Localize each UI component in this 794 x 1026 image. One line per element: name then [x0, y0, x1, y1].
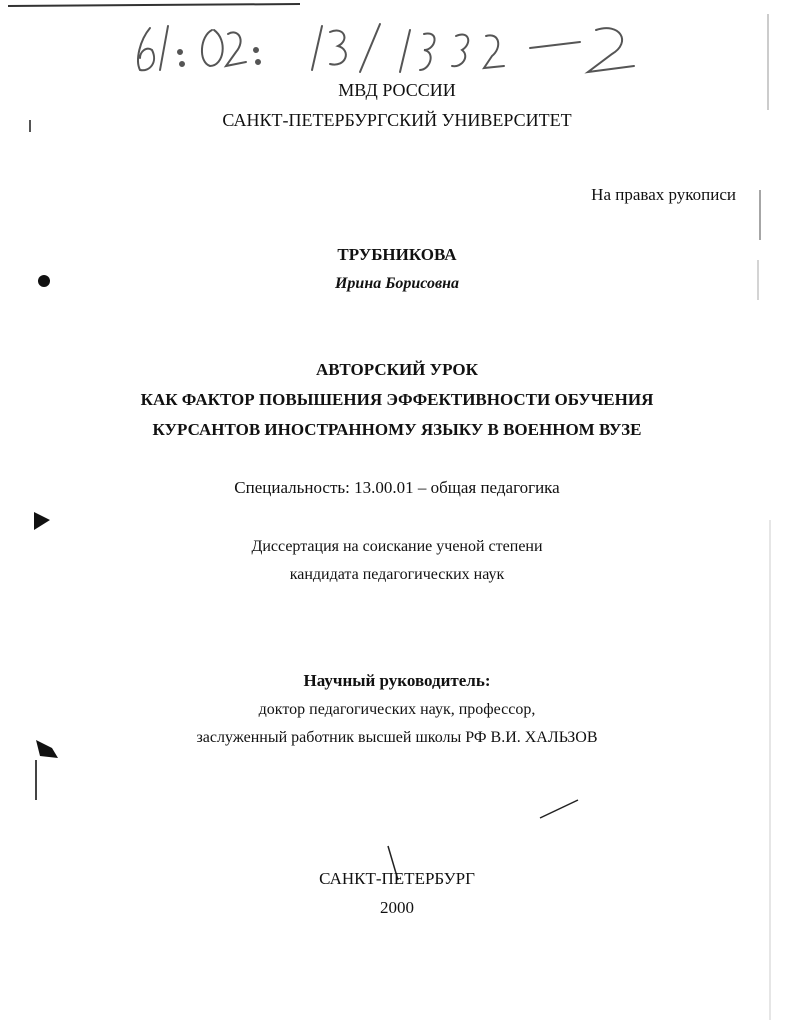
supervisor-line-2: заслуженный работник высшей школы РФ В.И. ХАЛЬЗОВ [196, 729, 598, 746]
supervisor-line-1: доктор педагогических наук, профессор, [258, 701, 536, 718]
dissertation-line-1: Диссертация на соискание ученой степени [251, 538, 543, 555]
year: 2000 [380, 898, 414, 917]
university-name: САНКТ-ПЕТЕРБУРГСКИЙ УНИВЕРСИТЕТ [222, 110, 572, 130]
author-surname: ТРУБНИКОВА [337, 245, 457, 264]
city: САНКТ-ПЕТЕРБУРГ [319, 869, 475, 888]
title-line-1: АВТОРСКИЙ УРОК [316, 360, 478, 379]
supervisor-heading: Научный руководитель: [303, 671, 491, 690]
title-line-3: КУРСАНТОВ ИНОСТРАННОМУ ЯЗЫКУ В ВОЕННОМ ВУЗЕ [152, 420, 642, 439]
title-line-2: КАК ФАКТОР ПОВЫШЕНИЯ ЭФФЕКТИВНОСТИ ОБУЧЕНИЯ [140, 390, 654, 409]
specialty: Специальность: 13.00.01 – общая педагогика [234, 478, 560, 497]
ministry-name: МВД РОССИИ [338, 80, 456, 100]
author-given-names: Ирина Борисовна [334, 275, 460, 292]
handwritten-code [138, 24, 634, 72]
dissertation-line-2: кандидата педагогических наук [289, 566, 505, 583]
manuscript-note: На правах рукописи [591, 185, 736, 204]
